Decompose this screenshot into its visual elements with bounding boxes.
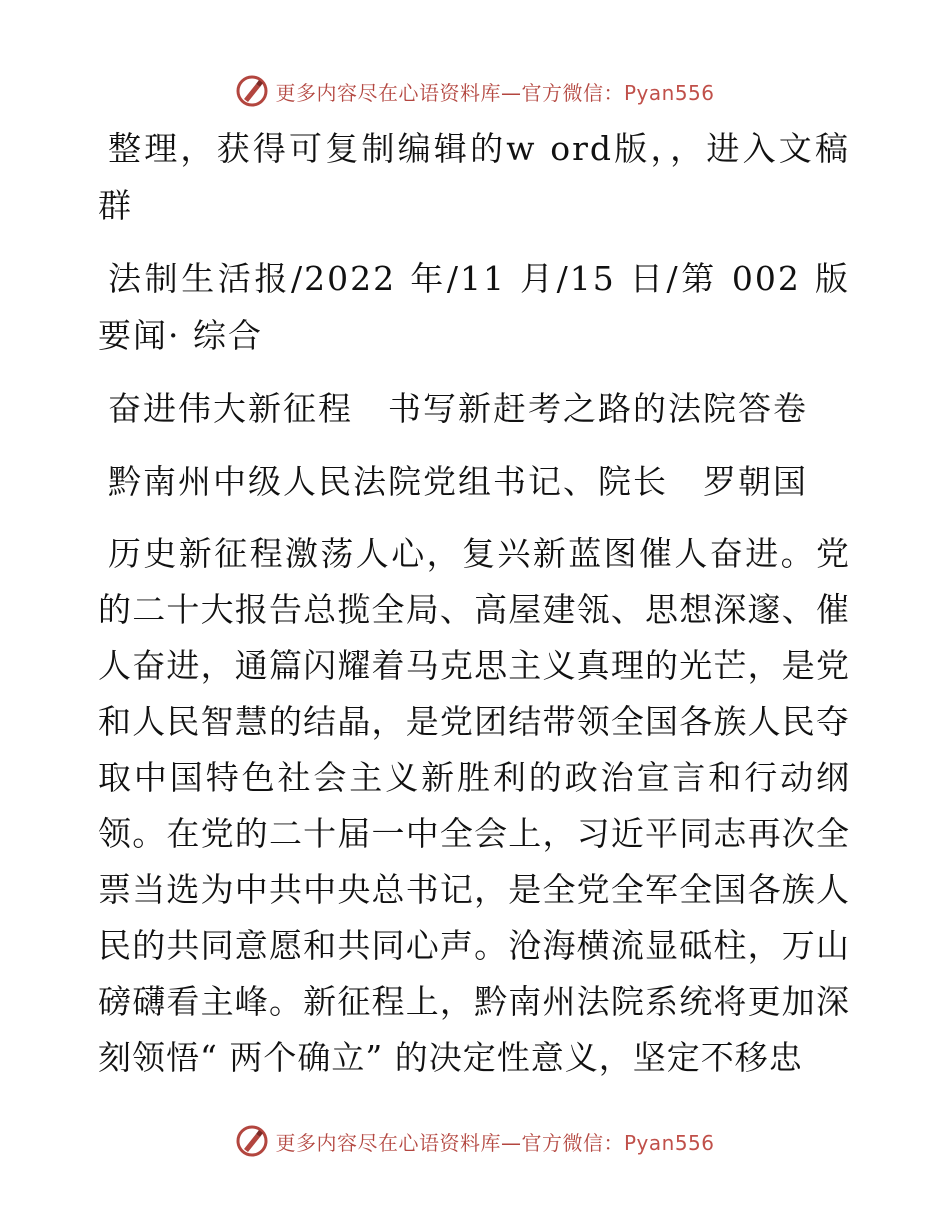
watermark-banner-bottom	[0, 1121, 950, 1161]
article-author: 黔南州中级人民法院党组书记、院长 罗朝国	[108, 462, 808, 501]
source-line: 法制生活报/2022 年/11 月/15 日/第 002 版要闻· 综合	[98, 259, 850, 355]
document-body	[98, 120, 850, 1102]
watermark-banner-top	[0, 71, 950, 111]
pen-logo-icon	[235, 1124, 269, 1158]
article-title: 奋进伟大新征程 书写新赶考之路的法院答卷	[108, 389, 808, 428]
watermark-text: 更多内容尽在心语资料库—官方微信：Pyan556	[275, 1130, 715, 1155]
pen-logo-icon	[235, 74, 269, 108]
watermark-text: 更多内容尽在心语资料库—官方微信：Pyan556	[275, 80, 715, 105]
article-paragraph: 历史新征程激荡人心，复兴新蓝图催人奋进。党的二十大报告总揽全局、高屋建瓴、思想深邃、催人奋进，通篇闪耀着马克思主义真理的光芒，是党和人民智慧的结晶，是党团结带领全国各族人民夺取中国特色社会主义新胜利的政治宣言和行动纲领。在党的二十届一中全会上，习近平同志再次全票当选为中共中央总书记，是全党全军全国各族人民的共同意愿和共同心声。沧海横流显砥柱，万山磅礴看主峰。新征程上，黔南州法院系统将更加深刻领悟“ 两个确立” 的决定性意义，坚定不移忠	[98, 534, 850, 1077]
watermark-handle: Pyan556	[623, 80, 715, 105]
intro-note: 整理，获得可复制编辑的w ord版，，进入文稿群	[98, 129, 850, 225]
watermark-handle: Pyan556	[623, 1130, 715, 1155]
